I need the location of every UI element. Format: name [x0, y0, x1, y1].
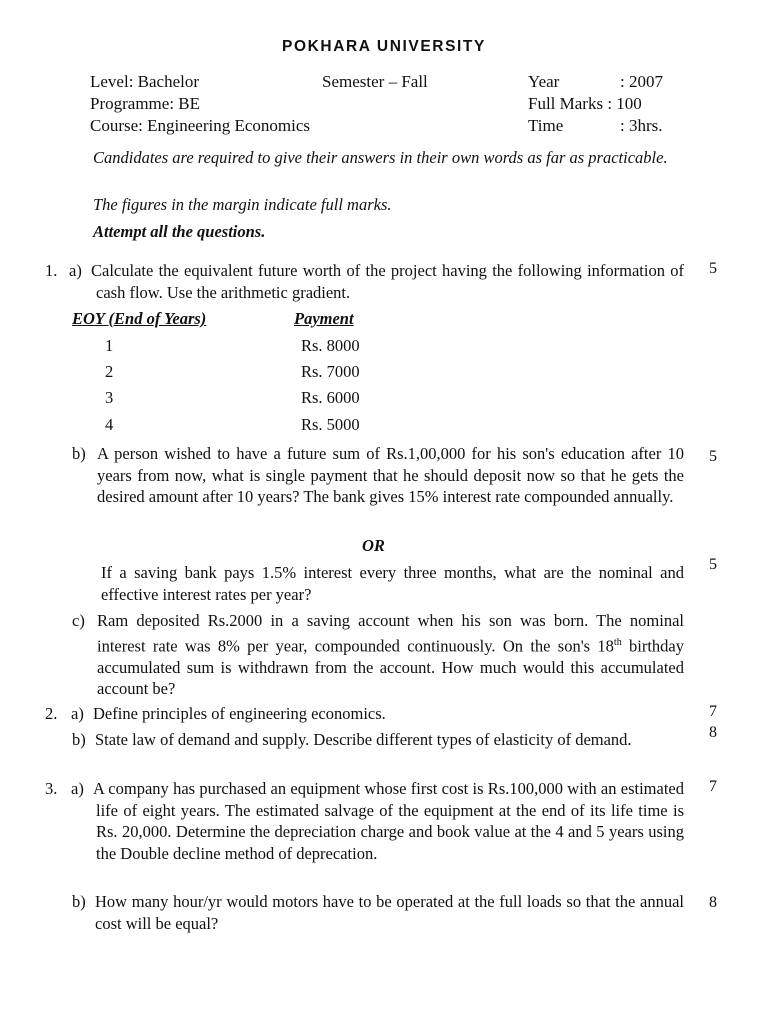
question-1b-or-text: If a saving bank pays 1.5% interest every three months, what are the nominal and effective interest rates per year?	[101, 563, 684, 604]
table-cell-payment: Rs. 6000	[301, 388, 360, 407]
instruction-own-words: Candidates are required to give their answers in their own words as far as practicable.	[93, 148, 668, 167]
question-1c-text	[97, 610, 684, 700]
course-label: Course: Engineering Economics	[90, 116, 311, 135]
question-1-number: 1.	[45, 261, 58, 280]
question-3a-marks: 7	[709, 778, 717, 795]
question-2a-text: Define principles of engineering economics.	[93, 704, 386, 723]
question-1a-text: Calculate the equivalent future worth of the project having the following information of cash flow. Use the arithmetic gradient.	[91, 261, 684, 302]
time-label: Time	[528, 116, 564, 135]
question-1a-marks: 5	[709, 260, 717, 277]
question-3a-label: a)	[71, 779, 84, 798]
question-2a-label: a)	[71, 704, 84, 723]
year-label: Year	[528, 72, 560, 91]
question-1b-text: A person wished to have a future sum of Rs.1,00,000 for his son's education after 10 years from now, what is single payment that he should deposit now so that he gets the desired amount after 10 years? The bank gives 15% interest rate compounded annually.	[97, 444, 684, 506]
question-1a-label: a)	[69, 261, 82, 280]
question-2-number: 2.	[45, 704, 58, 723]
question-2a-marks: 7	[709, 703, 717, 720]
table-cell-eoy: 3	[105, 388, 114, 407]
table-cell-payment: Rs. 5000	[301, 415, 360, 434]
question-1b-label: b)	[72, 444, 86, 463]
question-1c-text-part1: Ram deposited Rs.2000 in a saving account when his son was born. The nominal interest rate was 8% per year, compounded continuously. On the son's 18	[97, 611, 684, 655]
question-1b-or-marks: 5	[709, 556, 717, 573]
question-1c-label: c)	[72, 611, 85, 630]
question-3-number: 3.	[45, 779, 58, 798]
year-value: : 2007	[620, 72, 663, 91]
instruction-margin-marks: The figures in the margin indicate full marks.	[93, 195, 392, 214]
question-3b-label: b)	[72, 892, 86, 911]
question-2b-text: State law of demand and supply. Describe different types of elasticity of demand.	[95, 730, 632, 749]
question-3b-marks: 8	[709, 894, 717, 911]
question-1b-marks: 5	[709, 448, 717, 465]
programme-label: Programme: BE	[90, 94, 201, 113]
question-2b-marks: 8	[709, 724, 717, 741]
full-marks-label: Full Marks : 100	[528, 94, 642, 113]
table-cell-eoy: 4	[105, 415, 114, 434]
question-3b-text: How many hour/yr would motors have to be operated at the full loads so that the annual cost will be equal?	[95, 892, 684, 933]
question-2b-label: b)	[72, 730, 86, 749]
question-3a-text: A company has purchased an equipment whose first cost is Rs.100,000 with an estimated life of eight years. The estimated salvage of the equipment at the end of its life time is Rs. 20,000. Determine the depreciation charge and book value at the 4 and 5 years using the Double decline method of deprecation.	[93, 779, 684, 863]
semester-label: Semester – Fall	[322, 72, 428, 91]
university-title: POKHARA UNIVERSITY	[282, 38, 486, 55]
table-cell-eoy: 1	[105, 336, 114, 355]
attempt-all-instruction: Attempt all the questions.	[93, 222, 266, 241]
table-header-eoy: EOY (End of Years)	[72, 309, 207, 328]
level-label: Level: Bachelor	[90, 72, 200, 91]
time-value: : 3hrs.	[620, 116, 663, 135]
question-1c-text-part2: birthday accumulated sum is withdrawn from the account. How much would this accumulated account be?	[97, 636, 684, 698]
table-cell-eoy: 2	[105, 362, 114, 381]
table-cell-payment: Rs. 8000	[301, 336, 360, 355]
table-header-payment: Payment	[294, 309, 354, 328]
table-cell-payment: Rs. 7000	[301, 362, 360, 381]
or-separator: OR	[362, 536, 385, 555]
ordinal-superscript: th	[613, 636, 622, 648]
